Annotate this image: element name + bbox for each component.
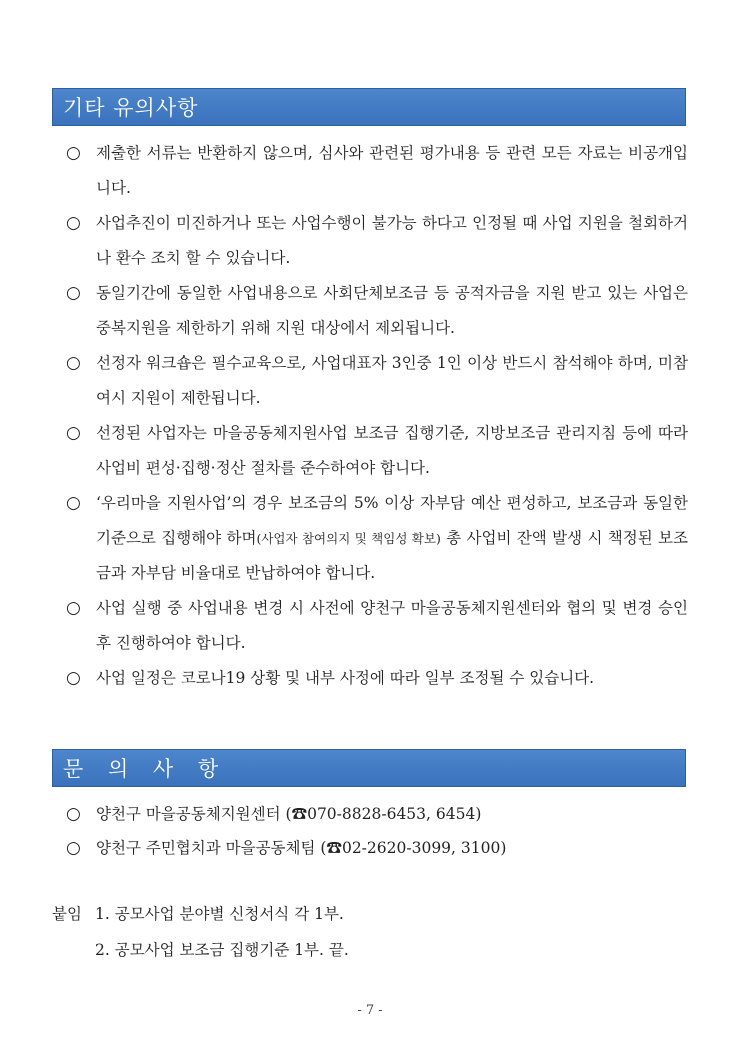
list-item — [66, 591, 688, 661]
note-text: 사업추진이 미진하거나 또는 사업수행이 불가능 하다고 인정될 때 사업 지원을 철회하거나 환수 조치 할 수 있습니다. — [96, 214, 688, 267]
circle-bullet-icon: ○ — [66, 838, 81, 858]
note-text: ‘우리마을 지원사업’의 경우 보조금의 5% 이상 자부담 예산 편성하고, 보조금과 동일한 기준으로 집행해야 하며 — [96, 494, 688, 547]
attachment-item-2: 2. 공모사업 보조금 집행기준 1부. 끝. — [95, 941, 349, 959]
notes-section-title: 기타 유의사항 — [63, 96, 199, 120]
list-item — [66, 206, 688, 276]
list-item — [66, 831, 688, 865]
attachment-label: 붙임 — [52, 905, 82, 923]
note-text: 총 사업비 잔액 발생 시 책정된 보조금과 자부담 비율대로 반납하여야 합니다. — [96, 529, 689, 582]
list-item — [66, 486, 688, 591]
circle-bullet-icon: ○ — [66, 423, 81, 443]
note-text: 선정된 사업자는 마을공동체지원사업 보조금 집행기준, 지방보조금 관리지침 등에 따라 사업비 편성·집행·정산 절차를 준수하여야 합니다. — [96, 424, 688, 477]
note-text: 선정자 워크숍은 필수교육으로, 사업대표자 3인중 1인 이상 반드시 참석해야 하며, 미참여시 지원이 제한됩니다. — [96, 354, 688, 407]
contact-text: 양천구 마을공동체지원센터 (☎070-8828-6453, 6454) — [96, 805, 482, 823]
note-text: 제출한 서류는 반환하지 않으며, 심사와 관련된 평가내용 등 관련 모든 자료는 비공개입니다. — [96, 144, 688, 197]
contact-section-title: 문 의 사 항 — [63, 757, 228, 781]
note-text: 사업 일정은 코로나19 상황 및 내부 사정에 따라 일부 조정될 수 있습니다. — [96, 669, 595, 687]
attachments — [52, 896, 349, 968]
contact-text: 양천구 주민협치과 마을공동체팀 (☎02-2620-3099, 3100) — [96, 839, 507, 857]
circle-bullet-icon: ○ — [66, 283, 81, 303]
circle-bullet-icon: ○ — [66, 493, 81, 513]
note-small-text: (사업자 참여의지 및 책임성 확보) — [256, 531, 441, 546]
circle-bullet-icon: ○ — [66, 213, 81, 233]
list-item — [66, 276, 688, 346]
list-item — [66, 416, 688, 486]
notes-list — [66, 136, 688, 696]
circle-bullet-icon: ○ — [66, 804, 81, 824]
list-item — [66, 797, 688, 831]
page-number: - 7 - — [357, 1003, 383, 1018]
circle-bullet-icon: ○ — [66, 353, 81, 373]
list-item — [66, 136, 688, 206]
circle-bullet-icon: ○ — [66, 668, 81, 688]
note-text: 사업 실행 중 사업내용 변경 시 사전에 양천구 마을공동체지원센터와 협의 및 변경 승인 후 진행하여야 합니다. — [96, 599, 688, 652]
list-item — [66, 661, 688, 696]
contact-section-header — [52, 749, 686, 787]
contact-list — [66, 797, 688, 865]
circle-bullet-icon: ○ — [66, 598, 81, 618]
notes-section-header — [52, 88, 686, 126]
note-text: 동일기간에 동일한 사업내용으로 사회단체보조금 등 공적자금을 지원 받고 있는 사업은 중복지원을 제한하기 위해 지원 대상에서 제외됩니다. — [96, 284, 688, 337]
circle-bullet-icon: ○ — [66, 143, 81, 163]
list-item — [66, 346, 688, 416]
attachment-item-1: 1. 공모사업 분야별 신청서식 각 1부. — [95, 905, 344, 923]
